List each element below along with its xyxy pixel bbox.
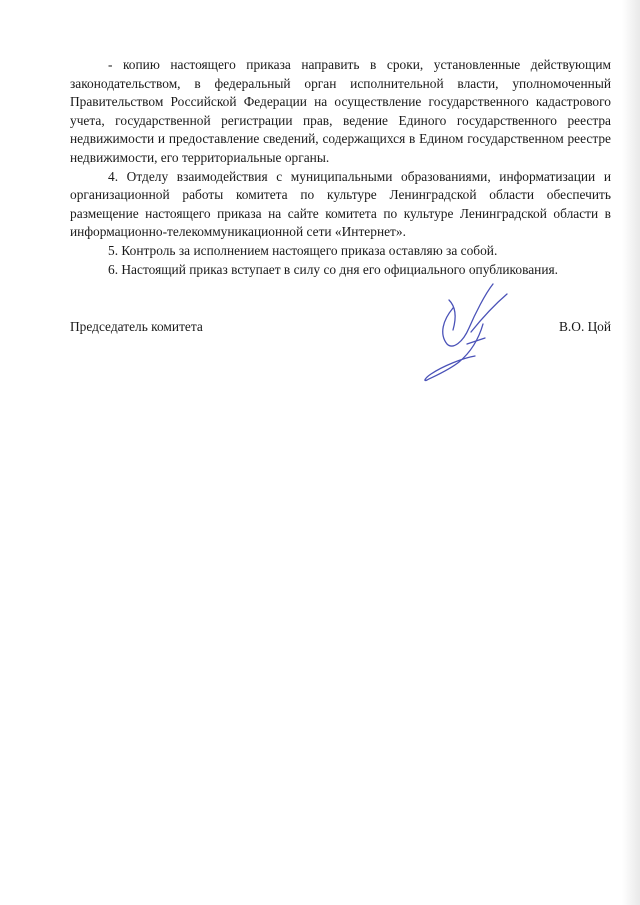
paragraph-item-5: 5. Контроль за исполнением настоящего приказа оставляю за собой. [108, 242, 498, 258]
signatory-name: В.О. Цой [559, 319, 611, 334]
signatory-position: Председатель комитета [70, 319, 203, 334]
scan-edge-shadow [622, 0, 640, 905]
signature-block [70, 318, 611, 338]
document-body [70, 56, 611, 279]
handwritten-signature [413, 272, 523, 390]
paragraph-item-6: 6. Настоящий приказ вступает в силу со дня его официального опубликования. [108, 261, 558, 277]
paragraph-item-4: 4. Отделу взаимодействия с муниципальными образованиями, информатизации и организационной работы комитета по культуре Ленинградской области обеспечить размещение настоящего приказа на сайте комитета по культуре Ленинградской области в информационно-телекоммуникационной сети «Интернет». [70, 168, 611, 240]
paragraph-copy-distribution: - копию настоящего приказа направить в сроки, установленные действующим законодательством, в федеральный орган исполнительной власти, уполномоченный Правительством Российской Федерации на осуществление государственного кадастрового учета, государственной регистрации прав, ведение Единого государственного реестра недвижимости и предоставление сведений, содержащихся в Едином государственном реестре недвижимости, его территориальные органы. [70, 57, 611, 165]
